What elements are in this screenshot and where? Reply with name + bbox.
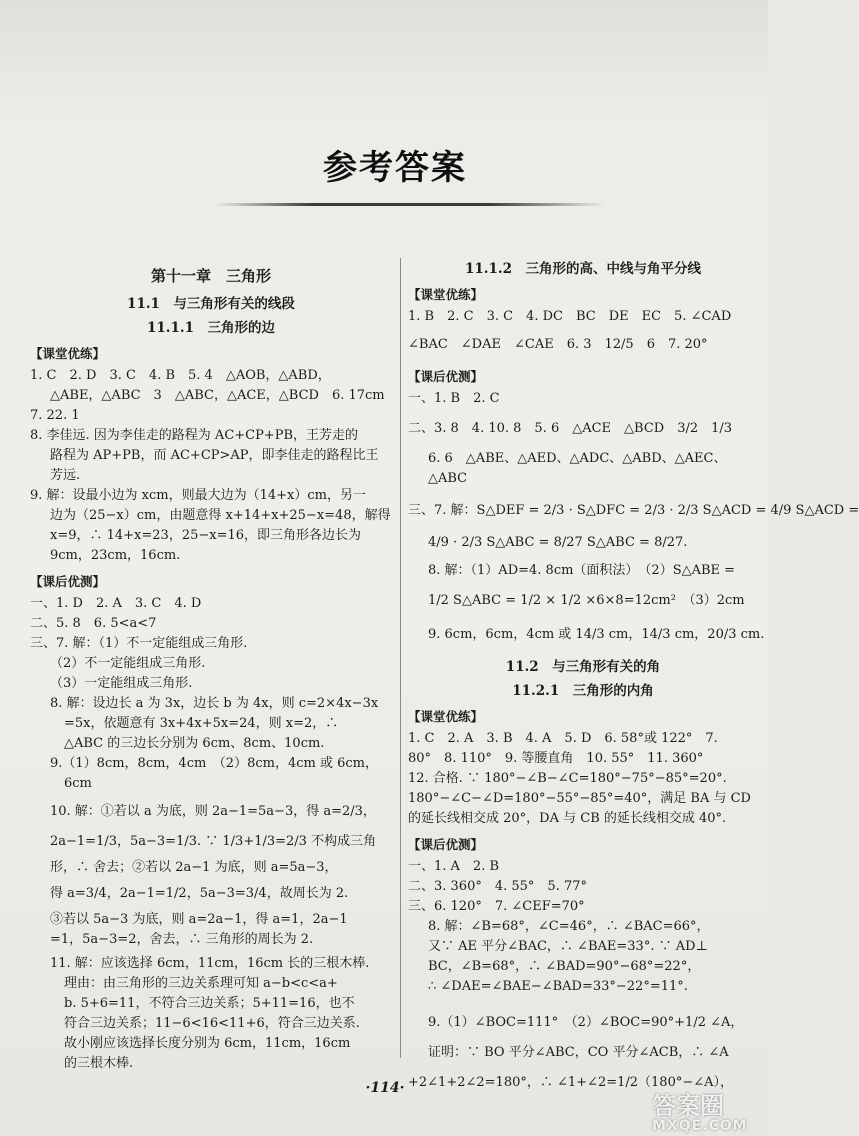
answer-line: 三、6. 120° 7. ∠CEF=70° — [408, 899, 585, 914]
watermark-logo — [652, 1092, 762, 1134]
answer-line: △ABE，△ABC 3 △ABC，△ACE，△BCD 6. 17cm — [50, 388, 385, 403]
section-heading: 11.1.2 三角形的高、中线与角平分线 — [465, 261, 701, 277]
column-divider — [400, 258, 401, 1058]
answer-line: 一、1. A 2. B — [408, 859, 500, 874]
answer-line: （2）不一定能组成三角形. — [50, 656, 206, 671]
answer-line: 路程为 AP+PB，而 AC+CP>AP，即李佳走的路程比王 — [50, 448, 379, 463]
answer-line: 一、1. B 2. C — [408, 391, 500, 406]
answer-line: ∠BAC ∠DAE ∠CAE 6. 3 12/5 6 7. 20° — [408, 337, 708, 352]
answer-line: 芳远. — [50, 468, 81, 483]
after-class-test-tag: 【课后优测】 — [408, 837, 484, 852]
answer-line: +2∠1+2∠2=180°，∴ ∠1+∠2=1/2（180°−∠A）， — [408, 1075, 734, 1090]
answer-line: =1，5a−3=2，舍去，∴ 三角形的周长为 2. — [50, 932, 314, 947]
answer-block — [30, 366, 392, 566]
answer-line: 故小刚应该选择长度分别为 6cm，11cm，16cm — [64, 1036, 351, 1051]
answer-line: 11. 解：应该选择 6cm，11cm，16cm 长的三根木棒. — [50, 956, 370, 971]
chapter-heading: 第十一章 三角形 — [150, 267, 271, 285]
watermark-url: MXQE.COM — [652, 1118, 748, 1134]
answer-line: 三、7. 解：S△DEF = 2/3 · S△DFC = 2/3 · 2/3 S△ACD = 4/9 S△ACD = — [408, 503, 859, 518]
answer-line: 符合三边关系；11−6<16<11+6，符合三边关系. — [64, 1016, 360, 1031]
after-class-test-tag: 【课后优测】 — [30, 574, 106, 589]
answer-line: 二、3. 8 4. 10. 8 5. 6 △ACE △BCD 3/2 1/3 — [408, 421, 733, 436]
answer-line: △ABC 的三边长分别为 6cm、8cm、10cm. — [64, 736, 325, 751]
answer-line: 二、5. 8 6. 5<a<7 — [30, 616, 157, 631]
answer-line: △ABC — [428, 471, 468, 486]
answer-block — [408, 389, 859, 645]
answer-line: 得 a=3/4，2a−1=1/2，5a−3=3/4，故周长为 2. — [50, 886, 349, 901]
answer-line: b. 5+6=11，不符合三边关系；5+11=16，也不 — [64, 996, 355, 1011]
answer-line: ∴ ∠DAE=∠BAE−∠BAD=33°−22°=11°. — [428, 979, 688, 994]
subsection-heading: 11.1.1 三角形的边 — [147, 320, 275, 336]
page-number: ·114· — [365, 1080, 405, 1096]
section-heading: 11.1 与三角形有关的线段 — [127, 296, 295, 312]
answer-block — [408, 857, 758, 1093]
answer-line: 8. 解：∠B=68°，∠C=46°，∴ ∠BAC=66°， — [428, 919, 710, 934]
answer-line: 9. 解：设最小边为 xcm，则最大边为（14+x）cm，另一 — [30, 488, 366, 503]
title-underline — [215, 203, 605, 206]
answer-line: =5x，依题意有 3x+4x+5x=24，则 x=2，∴ — [64, 716, 339, 731]
answer-line: 4/9 · 2/3 S△ABC = 8/27 S△ABC = 8/27. — [428, 535, 688, 550]
answer-line: 9cm，23cm，16cm. — [50, 548, 181, 563]
answer-line: 1. C 2. D 3. C 4. B 5. 4 △AOB，△ABD， — [30, 368, 331, 383]
class-practice-tag: 【课堂优练】 — [408, 709, 484, 724]
answer-line: 10. 解：①若以 a 为底，则 2a−1=5a−3，得 a=2/3， — [50, 804, 376, 819]
class-practice-tag: 【课堂优练】 — [408, 287, 484, 302]
answer-line: BC，∠B=68°，∴ ∠BAD=90°−68°=22°， — [428, 959, 701, 974]
answer-line: 二、3. 360° 4. 55° 5. 77° — [408, 879, 588, 894]
answer-line: 9.（1）∠BOC=111° （2）∠BOC=90°+1/2 ∠A， — [428, 1015, 744, 1030]
answer-line: 6. 6 △ABE、△AED、△ADC、△ABD、△AEC、 — [428, 451, 727, 466]
answer-line: 边为（25−x）cm，由题意得 x+14+x+25−x=48，解得 — [50, 508, 391, 523]
answer-line: 1. C 2. A 3. B 4. A 5. D 6. 58°或 122° 7. — [408, 731, 718, 746]
answer-line: 8. 李佳远. 因为李佳走的路程为 AC+CP+PB，王芳走的 — [30, 428, 359, 443]
answer-line: 7. 22. 1 — [30, 408, 80, 423]
answer-line: 证明：∵ BO 平分∠ABC，CO 平分∠ACB，∴ ∠A — [428, 1045, 729, 1060]
answer-line: 9.（1）8cm，8cm，4cm （2）8cm，4cm 或 6cm， — [50, 756, 378, 771]
answer-line: 8. 解：（1）AD=4. 8cm（面积法） （2）S△ABE = — [428, 563, 736, 578]
answer-line: 180°−∠C−∠D=180°−55°−85°=40°，满足 BA 与 CD — [408, 791, 751, 806]
answer-line: 三、7. 解：（1）不一定能组成三角形. — [30, 636, 248, 651]
answer-block — [408, 729, 758, 829]
answer-line: 一、1. D 2. A 3. C 4. D — [30, 596, 202, 611]
answer-line: 又∵ AE 平分∠BAC，∴ ∠BAE=33°. ∵ AD⊥ — [428, 939, 708, 954]
answer-line: （3）一定能组成三角形. — [50, 676, 193, 691]
class-practice-tag: 【课堂优练】 — [30, 346, 106, 361]
answer-line: 理由：由三角形的三边关系理可知 a−b<c<a+ — [64, 976, 338, 991]
answer-block — [30, 594, 392, 1074]
answer-line: 12. 合格. ∵ 180°−∠B−∠C=180°−75°−85°=20°. — [408, 771, 727, 786]
answer-line: 6cm — [64, 776, 92, 791]
answer-line: 1. B 2. C 3. C 4. DC BC DE EC 5. ∠CAD — [408, 309, 732, 324]
watermark-text: 答案圈 — [652, 1092, 724, 1120]
subsection-heading: 11.2.1 三角形的内角 — [512, 683, 654, 699]
answer-line: 形，∴ 舍去；②若以 2a−1 为底，则 a=5a−3， — [50, 860, 338, 875]
answer-line: 9. 6cm，6cm，4cm 或 14/3 cm，14/3 cm，20/3 cm. — [428, 627, 765, 642]
answer-line: 的三根木棒. — [64, 1056, 134, 1071]
answer-line: 80° 8. 110° 9. 等腰直角 10. 55° 11. 360° — [408, 751, 704, 766]
answer-line: 1/2 S△ABC = 1/2 × 1/2 ×6×8=12cm² （3）2cm — [428, 593, 745, 608]
after-class-test-tag: 【课后优测】 — [408, 369, 484, 384]
answer-line: 的延长线相交成 20°，DA 与 CB 的延长线相交成 40°. — [408, 811, 727, 826]
page-title: 参考答案 — [323, 148, 467, 188]
answer-line: ③若以 5a−3 为底，则 a=2a−1，得 a=1，2a−1 — [50, 912, 348, 927]
answer-line: 8. 解：设边长 a 为 3x，边长 b 为 4x，则 c=2×4x−3x — [50, 696, 379, 711]
section-heading: 11.2 与三角形有关的角 — [505, 659, 661, 675]
answer-line: 2a−1=1/3，5a−3=1/3. ∵ 1/3+1/3=2/3 不构成三角 — [50, 834, 377, 849]
answer-line: x=9，∴ 14+x=23，25−x=16，即三角形各边长为 — [50, 528, 362, 543]
left-column — [30, 264, 392, 1074]
answer-block — [408, 307, 758, 355]
right-column — [408, 256, 859, 1093]
